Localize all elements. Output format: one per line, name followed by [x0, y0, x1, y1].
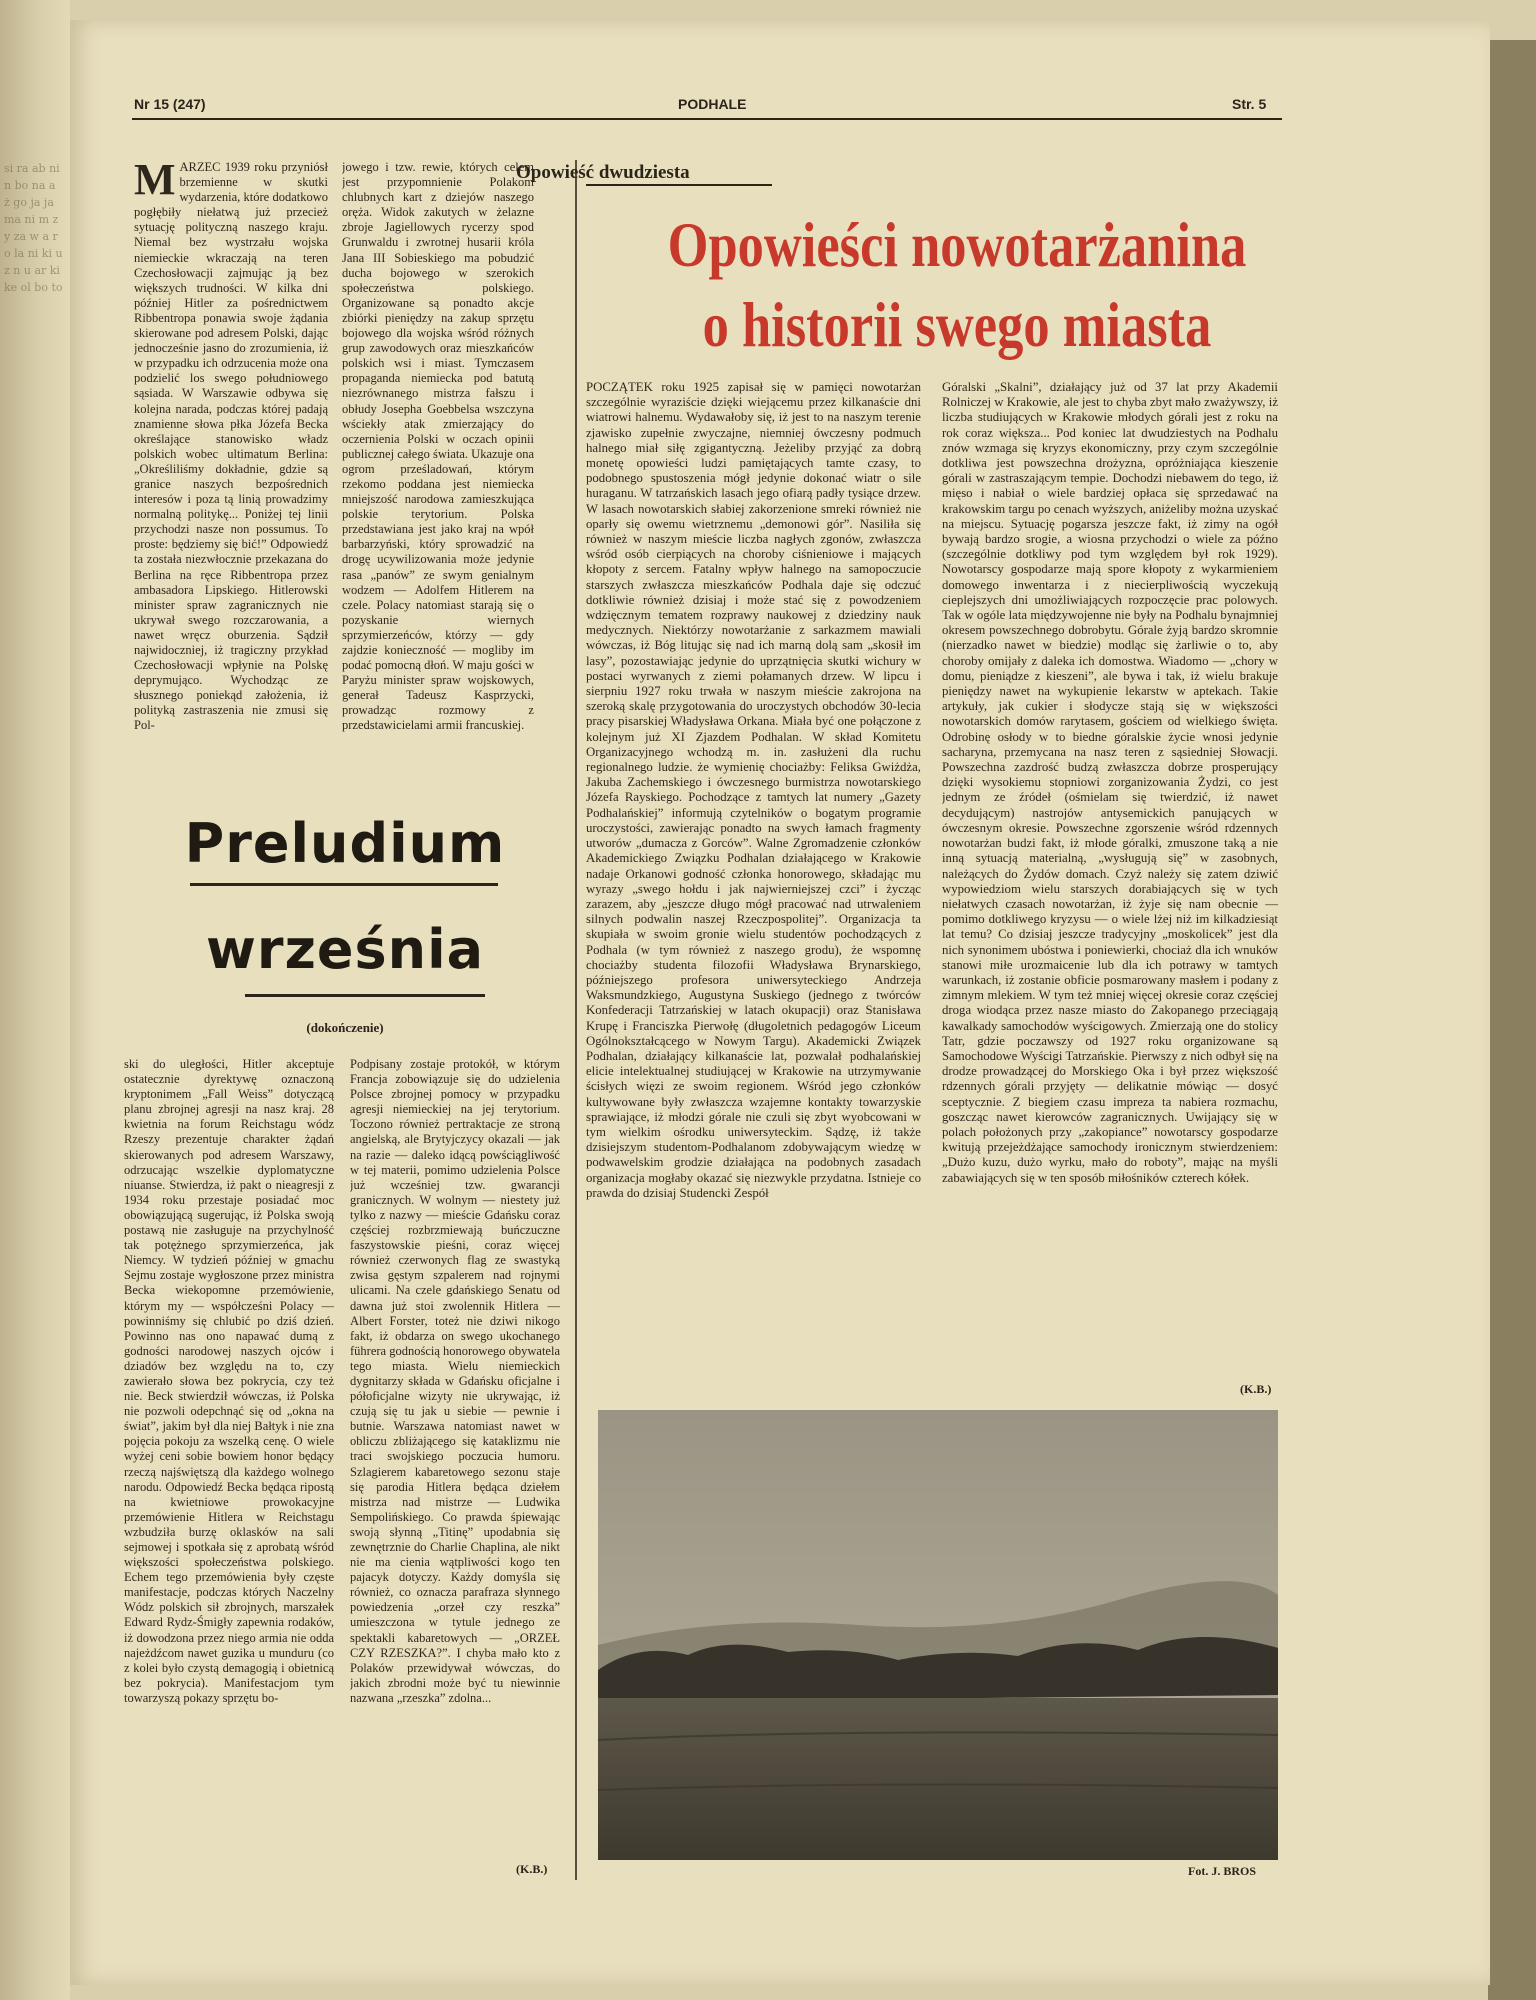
prelude-text-1: ARZEC 1939 roku przyniósł brzemienne w skutki wydarzenia, które dodatkowo pogłębiły niełatwą już przecież sytuację polityczną naszego kraju. Niemal bez wystrzału wojska niemieckie wkraczają na teren Czechosłowacji zajmując ją bez większych trudności. W kilka dni później Hitler za pośrednictwem Ribbentropa ponawia swoje żądania skierowane pod adresem Polski, dając jednocześnie jasno do zrozumienia, iż w przypadku ich odrzucenia może ona podzielić los swego południowego sąsiada. W Warszawie odbywa się kolejna narada, podczas której padają znamienne słowa płka Józefa Becka określające stanowisko władz polskich wobec ultimatum Berlina: „Określiliśmy dokładnie, gdzie są granice naszych bezpośrednich interesów i poza tą linią prowadzimy normalną politykę... Poniżej tej linii przychodzi nasze non possumus. To proste: będziemy się bić!” Odpowiedź ta została niezwłocznie przekazana do Berlina na ręce Ribbentropa przez ambasadora Lipskiego. Hitlerowski minister spraw zagranicznych nie ukrywał swego rozczarowania, a nawet wręcz oburzenia. Sądził najwidoczniej, iż tragiczny przykład Czechosłowacji wpłynie na Polskę deprymująco. Wychodząc ze słusznego poniekąd założenia, iż polityką zastraszenia nie zmusi się Pol- [134, 160, 328, 733]
column-divider [575, 160, 577, 1880]
story-text-1: POCZĄTEK roku 1925 zapisał się w pamięci nowotarżan szczególnie wyraziście dzięki wiejącemu przez kilkanaście dni wiatrowi halnemu. Wydawałoby się, iż jest to na naszym terenie zjawisko zupełnie zwyczajne, niemniej ówczesny podmuch halnego miał siłę zgigantyczną. Jeżeliby przyjąć za dobrą monetę opowieści ludzi pamiętających tamte czasy, to podobnego spustoszenia mógł jedynie dokonać wiatr o sile huraganu. W tatrzańskich lasach jego ofiarą padły tysiące drzew. W lasach nowotarskich słabiej zakorzenione smreki również nie oparły się owemu wietrznemu „demonowi gór”. Nasiliła się również w naszym mieście liczba nagłych zgonów, zwłaszcza wśród osób cierpiących na choroby ciśnieniowe i mających kłopoty z sercem. Fatalny wpływ halnego na samopoczucie starszych zwłaszcza mieszkańców Podhala daje się odczuć dotkliwie również dzisiaj i może stać się z powodzeniem wdzięcznym tematem rozprawy naukowej z dziedziny nauk medycznych. Niektórzy nowotarżanie z sarkazmem mawiali wówczas, iż Bóg litując się nad ich marną dolą sam „skosił im lasy”, pozostawiając jedynie do uprzątnięcia skutki wichury w postaci wyrwanych z ziemi połamanych drzew. W lipcu i sierpniu 1927 roku trwała w naszym mieście zakrojona na szeroką skalę przygotowania do uroczystych obchodów 30-lecia pracy pisarskiej Władysława Orkana. Miała być one połączone z kolejnym już XI Zjazdem Podhalan. W skład Komitetu Organizacyjnego wchodzą m. in. zasłużeni dla ruchu regionalnego ludzie. że wymienię chociażby: Feliksa Gwiżdża, Jakuba Zachemskiego i ówczesnego burmistrza nowotarskiego Józefa Rayskiego. Pochodzące z tamtych lat numery „Gazety Podhalańskiej” informują czytelników o bogatym programie uroczystości, zawierając ponadto na swych łamach fragmenty utworów „dumacza z Gorców”. Walne Zgromadzenie członków Akademickiego Związku Podhalan działającego w Krakowie nadaje Orkanowi godność członka honorowego, składając mu wyrazy „swego hołdu i jak najwierniejszej czci” i życząc zarazem, aby „jeszcze długo mógł pracować nad utrwaleniem silnych podwalin naszej Rzeczpospolitej”. Organizacja ta skupiała w swoim gronie wielu studentów pochodzących z Podhala (w tym również z naszego grodu), że wspomnę chociażby studenta filozofii Władysława Brynarskiego, późniejszego profesora uniwersyteckiego Andrzeja Waksmundzkiego, Augustyna Suskiego (jednego z twórców Konfederacji Tatrzańskiej w latach okupacji) oraz Stanisława Krupę i Franciszka Pierwołę (długoletnich pedagogów Liceum Ogólnokształcącego w Nowym Targu). Akademicki Związek Podhalan, działający kilkanaście lat, pozwalał podhalańskiej elicie intelektualnej studiującej w Krakowie na utrzymywanie ścisłych więzi ze swoim regionem. Wśród jego członków kultywowane były zwłaszcza wzajemne kontakty towarzyskie sprawiające, iż młodzi górale nie czuli się zbyt wyobcowani w tym wielkim ośrodku uniwersyteckim. Sądzę, iż także dzisiejszym studentom-Podhalanom zdobywającym wiedzę w podwawelskim grodzie działająca na podobnych zasadach organizacja mogłaby okazać się niezwykle przydatna. Istnieje co prawda do dzisiaj Studencki Zespół [586, 380, 921, 1200]
story-column-1 [586, 380, 921, 1380]
header-rule [132, 118, 1282, 120]
prelude-text-4: Podpisany zostaje protokół, w którym Francja zobowiązuje się do udzielenia Polsce zbrojnej pomocy w przypadku agresji niemieckiej na jej terytorium. Toczono również pertraktacje ze stroną angielską, ale Brytyjczycy okazali — jak na razie — daleko idącą powściągliwość w tej materii, pomimo udzielenia Polsce już wcześniej tzw. gwarancji granicznych. W wolnym — niestety już tylko z nazwy — mieście Gdańsku coraz częściej rozbrzmiewają buńczuczne faszystowskie pieśni, coraz więcej również czerwonych flag ze swastyką zwisa gęstym szpalerem nad rojnymi ulicami. Na czele gdańskiego Senatu od dawna już stoi zwolennik Hitlera — Albert Forster, toteż nie dziwi nikogo fakt, iż obdarza on swego ukochanego führera godnością honorowego obywatela tego miasta. Wielu niemieckich dygnitarzy składa w Gdańsku oficjalne i półoficjalne wizyty nie ukrywając, iż czują się tu jak u siebie — pewnie i butnie. Warszawa natomiast nawet w obliczu zbliżającego się kataklizmu nie traci swojskiego poczucia humoru. Szlagierem kabaretowego sezonu staje się parodia Hitlera będąca dziełem mistrza nad mistrze — Ludwika Sempolińskiego. Co prawda śpiewając swoją słynną „Titinę” upodabnia się zewnętrznie do Charlie Chaplina, ale nikt nie ma cienia wątpliwości kogo ten pajacyk dotyczy. Każdy domyśla się również, co oznacza parafraza słynnego powiedzenia „orzeł czy reszka” umieszczona w tytule jednego ze spektakli kabaretowych — „ORZEŁ CZY RZESZKA?”. I chyba mało kto z Polaków przewidywał wówczas, do jakich zbrodni może być tu niewinnie nazwana „rzeszka” zdolna... [350, 1057, 560, 1705]
headline-line-2: o historii swego miasta [702, 289, 1212, 360]
continuation-note: (dokończenie) [306, 1020, 384, 1035]
landscape-photo [598, 1410, 1278, 1860]
title-rule-bottom [245, 994, 485, 997]
gutter-fragment-text: si ra ab ni n bo na a ż go ja ja ma ni m zy za w a ro la ni ki uz n u ar ki ke ol bo to [4, 162, 63, 294]
prelude-column-1 [134, 160, 328, 782]
article-headline [641, 205, 1272, 365]
prelude-column-3 [124, 1057, 334, 1870]
series-kicker: Opowieść dwudziesta [516, 162, 690, 183]
page-header [62, 96, 1282, 118]
prelude-text-3: ski do uległości, Hitler akceptuje ostatecznie dyrektywę oznaczoną kryptonimem „Fall Weiss” dotyczącą planu zbrojnej agresji na nasz kraj. 28 kwietnia na forum Reichstagu wódz Rzeszy prezentuje charakter żądań skierowanych pod adresem Warszawy, odrzucając wszelkie dyplomatyczne niuanse. Stwierdza, iż pakt o nieagresji z 1934 roku przestaje posiadać moc obowiązującą sugerując, iż Polska swoją postawą nie zasługuje na przychylność tak potężnego sprzymierzeńca, jak Niemcy. W tydzień później w gmachu Sejmu zostaje wygłoszone przez ministra Becka wiekopomne przemówienie, którym my — współcześni Polacy — powinniśmy się chlubić po dziś dzień. Powinno nas ono napawać dumą z godności narodowej naszych ojców i dziadów bez względu na to, czy zawierało słowa bez pokrycia, czy też nie. Beck stwierdził wówczas, iż Polska nie pozwoli odepchnąć się od „okna na świat”, jakim był dla niej Bałtyk i nie zna pojęcia pokoju za wszelką cenę. O wiele wyżej ceni sobie bowiem honor będący rzeczą najświętszą dla każdego wolnego narodu. Odpowiedź Becka będąca ripostą na kwietniowe prowokacyjne przemówienie Hitlera w Reichstagu wzbudziła burzę oklasków na sali sejmowej i spotkała się z aprobatą wśród większości społeczeństwa polskiego. Echem tego przemówienia były częste manifestacje, podczas których Naczelny Wódz polskich sił zbrojnych, marszałek Edward Rydz-Śmigły zapewnia rodaków, iż dowodzona przez niego armia nie odda najeżdźcom nawet guzika u munduru (co z kolei było czystą demagogią i obietnicą bez pokrycia). Manifestacjom tym towarzyszą pokazy sprzętu bo- [124, 1057, 334, 1705]
prelude-title-line-2: września [205, 918, 485, 981]
drop-cap: M [134, 160, 176, 204]
story-signature: (K.B.) [1240, 1382, 1272, 1396]
masthead-name: PODHALE [678, 96, 747, 112]
headline-line-1: Opowieści nowotarżanina [667, 209, 1247, 280]
photo-credit: Fot. J. BROS [1188, 1864, 1257, 1878]
prelude-text-2: jowego i tzw. rewie, których celem jest przypomnienie Polakom chlubnych kart z dziejów naszego oręża. Widok zakutych w żelazne zbroje Jagiellowych rycerzy spod Grunwaldu i zwrotnej husarii króla Jana III Sobieskiego ma pobudzić ducha bojowego w szerokich społeczeństwa polskiego. Organizowane są ponadto akcje zbiórki pieniędzy na zakup sprzętu bojowego dla wojska wśród różnych grup zawodowych oraz mieszkańców polskich wsi i miast. Tymczasem propaganda niemiecka pod batutą niezrównanego mistrza fałszu i obłudy Josepha Goebbelsa wszczyna wściekły atak zmierzający do oczernienia Polski w oczach opinii publicznej całego świata. Ukazuje ona ogrom prześladowań, którym rzekomo poddana jest niemiecka mniejszość narodowa zamieszkująca polskie terytorium. Polska przedstawiana jest jako kraj na wpół barbarzyński, który sprowadzić na drogę ucywilizowania może jedynie rasa „panów” ze swym genialnym wodzem — Adolfem Hitlerem na czele. Polacy natomiast starają się o pozyskanie wiernych sprzymierzeńców, którzy — gdy zajdzie konieczność — mogliby im podać pomocną dłoń. W maju gości w Paryżu minister spraw wojskowych, generał Tadeusz Kasprzycki, prowadząc rozmowy z przedstawicielami armii francuskiej. [342, 160, 534, 733]
kicker-rule [586, 184, 772, 186]
issue-number: Nr 15 (247) [134, 96, 206, 112]
page-number: Str. 5 [1232, 96, 1267, 112]
title-rule-top [190, 883, 498, 886]
prelude-signature: (K.B.) [516, 1862, 548, 1876]
prelude-column-4 [350, 1057, 560, 1853]
prelude-column-2 [342, 160, 534, 782]
previous-page-gutter [0, 0, 70, 2000]
story-column-2 [942, 380, 1278, 1380]
story-text-2: Góralski „Skalni”, działający już od 37 lat przy Akademii Rolniczej w Krakowie, ale jest to chyba zbyt mało zważywszy, iż liczba studiujących w Krakowie młodych górali jest z roku na rok coraz większa... Pod koniec lat dwudziestych na Podhalu znów wzmaga się kryzys ekonomiczny, przy czym szczególnie dotkliwa jest powszechna drożyzna, opróżniająca kieszenie górali w zastraszającym tempie. Dochodzi niebawem do tego, iż mięso i nabiał o wiele bardziej opłaca się sprzedawać na krakowskim targu po cenach wyższych, aniżeliby można uzyskać na miejscu. Sytuację pogarsza jeszcze fakt, iż zimy na ogół bywają bardzo srogie, a wiosna przychodzi o wiele za późno (szczególnie dotkliwy pod tym względem był rok 1929). Nowotarscy gospodarze mają spore kłopoty z wykarmieniem domowego inwentarza i z niecierpliwością wyczekują cieplejszych dni umożliwiających rozpoczęcie prac polowych. Tak w ogóle lata międzywojenne nie były na Podhalu bynajmniej okresem powszechnego dobrobytu. Górale żyją bardzo skromnie (nierzadko nawet w biedzie) modląc się żarliwie o to, aby choroby omijały z daleka ich domostwa. Wiadomo — „chory w domu, pieniądze z kieszeni”, ale bywa i tak, iż wielu brakuje pieniędzy nawet na wykupienie lekarstw w aptekach. Takie artykuły, jak cukier i słodycze stają się w większości nowotarskich domów rarytasem, gościem od wielkiego święta. Odrobinę osłody w to biedne góralskie życie wnosi jedynie sacharyna, przemycana na nasz teren z sąsiedniej Słowacji. Powszechna zazdrość budzą zwłaszcza dobrze prosperujący dzięki wysokiemu stopniowi zorganizowania Żydzi, co jest jednym ze źródeł (ośmielam się twierdzić, iż nawet decydującym) nastrojów antysemickich panujących w ówczesnym okresie. Powszechne zgorszenie wśród rdzennych nowotarżan budzi fakt, iż młode góralki, zmuszone taką a nie inną sytuacją materialną, „wysługują się” w zasobnych, należących do Żydów domach. Czyż należy się zatem dziwić wypowiedziom wielu starszych dorabiających się w tych niełatwych czasach nowotarżan, iż żyje się nam obecnie — pomimo dotkliwego kryzysu — o wiele lżej niż im kilkadziesiąt lat temu? Co dzisiaj jeszcze tradycyjny „moskolicek” jest dla nich synonimem ubóstwa i poniewierki, chociaż dla ich wnuków stanowi miłe urozmaicenie lub dla ich potrawy w tamtych warunkach, iż zostanie obficie posmarowany masłem i podany z zimnym mlekiem. W tym też mniej więcej okresie coraz częściej droga wiodąca przez nasze miasto do Zakopanego przeciągają kawalkady samochodów wyścigowych. Zmierzają one do stolicy Tatr, gdzie poczawszy od 1927 roku organizowane są Samochodowe Wyścigi Tatrzańskie. Pierwszy z nich odbył się na drodze prowadzącej do Morskiego Oka i był przez większość rdzennych górali przyjęty — delikatnie mówiąc — dosyć sceptycznie. Z biegiem czasu impreza ta nabiera rozmachu, goszcząc nawet kierowców zagranicznych. Uwijający się w polach położonych przy „zakopiance” nowotarscy gospodarze kwitują przejeżdżające samochody ironicznym stwierdzeniem: „Dużo kuzu, dużo wyrku, mało do roboty”, mając na myśli zabawiających się w ten sposób miłośników czterech kółek. [942, 380, 1278, 1185]
prelude-title-line-1: Preludium [184, 812, 506, 875]
page-edge [1488, 40, 1536, 2000]
photo-field [598, 1698, 1278, 1860]
